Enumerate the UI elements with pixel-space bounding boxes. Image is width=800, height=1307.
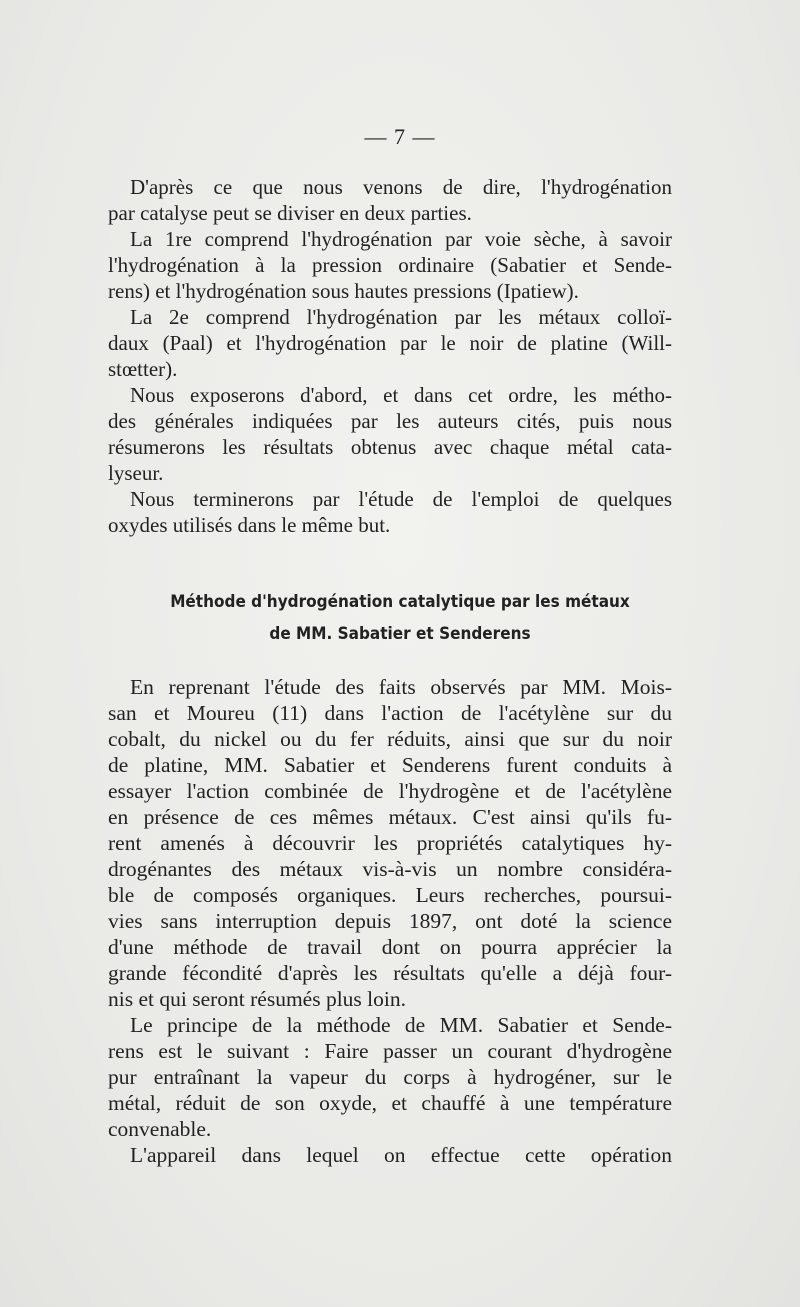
text-line: oxydes utilisés dans le même but. <box>108 513 391 537</box>
section-heading-line-2: de MM. Sabatier et Senderens <box>269 624 531 644</box>
text-line: rens) et l'hydrogénation sous hautes pressions (Ipatiew). <box>108 279 579 303</box>
text-line: des générales indiquées par les auteurs cités, puis nous <box>108 409 672 433</box>
text-line: Nous terminerons par l'étude de l'emploi de quelques <box>130 487 672 511</box>
text-line: grande fécondité d'après les résultats qu'elle a déjà four- <box>108 961 672 985</box>
text-line: essayer l'action combinée de l'hydrogène et de l'acétylène <box>108 779 672 803</box>
section-heading-line-1: Méthode d'hydrogénation catalytique par les métaux <box>170 592 630 612</box>
text-line: rent amenés à découvrir les propriétés catalytiques hy- <box>108 831 672 855</box>
text-line: La 2e comprend l'hydrogénation par les métaux colloï- <box>130 305 672 329</box>
text-line: en présence de ces mêmes métaux. C'est ainsi qu'ils fu- <box>108 805 672 829</box>
text-line: daux (Paal) et l'hydrogénation par le noir de platine (Will- <box>108 331 672 355</box>
text-line: Nous exposerons d'abord, et dans cet ordre, les métho- <box>130 383 672 407</box>
text-line: vies sans interruption depuis 1897, ont doté la science <box>108 909 672 933</box>
text-line: D'après ce que nous venons de dire, l'hydrogénation <box>130 175 672 199</box>
text-line: l'hydrogénation à la pression ordinaire (Sabatier et Sende- <box>108 253 672 277</box>
text-line: par catalyse peut se diviser en deux parties. <box>108 201 472 225</box>
text-line: pur entraînant la vapeur du corps à hydrogéner, sur le <box>108 1065 672 1089</box>
text-line: résumerons les résultats obtenus avec chaque métal cata- <box>108 435 672 459</box>
section-text-block <box>108 674 672 1168</box>
text-line: nis et qui seront résumés plus loin. <box>108 987 406 1011</box>
text-line: cobalt, du nickel ou du fer réduits, ainsi que sur du noir <box>108 727 672 751</box>
text-line: drogénantes des métaux vis-à-vis un nombre considéra- <box>108 857 672 881</box>
text-line: L'appareil dans lequel on effectue cette opération <box>130 1143 672 1167</box>
text-line: convenable. <box>108 1117 212 1141</box>
text-line: rens est le suivant : Faire passer un courant d'hydrogène <box>108 1039 672 1063</box>
text-line: métal, réduit de son oxyde, et chauffé à une température <box>108 1091 672 1115</box>
text-line: ble de composés organiques. Leurs recherches, poursui- <box>108 883 672 907</box>
text-line: La 1re comprend l'hydrogénation par voie sèche, à savoir <box>130 227 672 251</box>
text-line: En reprenant l'étude des faits observés par MM. Mois- <box>130 675 672 699</box>
text-line: san et Moureu (11) dans l'action de l'acétylène sur du <box>108 701 672 725</box>
text-line: Le principe de la méthode de MM. Sabatier et Sende- <box>130 1013 672 1037</box>
text-line: d'une méthode de travail dont on pourra apprécier la <box>108 935 672 959</box>
text-line: lyseur. <box>108 461 164 485</box>
intro-text-block <box>108 174 672 538</box>
text-line: de platine, MM. Sabatier et Senderens furent conduits à <box>108 753 672 777</box>
page-number: — 7 — <box>364 124 436 149</box>
text-line: stœtter). <box>108 357 178 381</box>
